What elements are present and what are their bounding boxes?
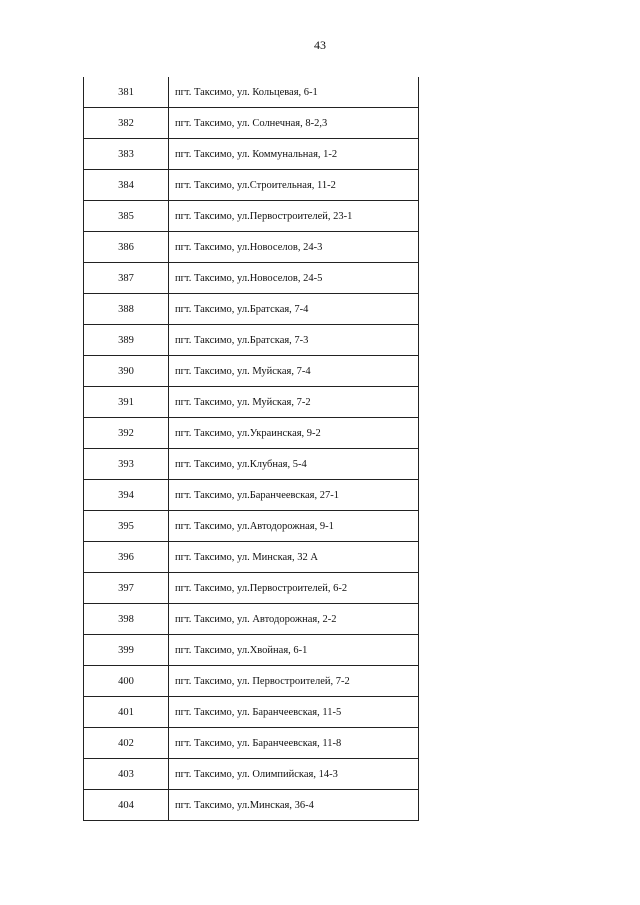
row-number: 383 xyxy=(84,139,169,170)
row-address: пгт. Таксимо, ул. Коммунальная, 1-2 xyxy=(169,139,419,170)
table-row xyxy=(84,666,419,697)
row-number: 399 xyxy=(84,635,169,666)
table-row xyxy=(84,170,419,201)
table-row xyxy=(84,232,419,263)
row-address: пгт. Таксимо, ул. Баранчеевская, 11-5 xyxy=(169,697,419,728)
row-address: пгт. Таксимо, ул. Муйская, 7-2 xyxy=(169,387,419,418)
table-row xyxy=(84,449,419,480)
table-row xyxy=(84,108,419,139)
table-row xyxy=(84,387,419,418)
row-number: 386 xyxy=(84,232,169,263)
address-table-body xyxy=(84,77,419,821)
row-address: пгт. Таксимо, ул.Строительная, 11-2 xyxy=(169,170,419,201)
row-number: 391 xyxy=(84,387,169,418)
row-address: пгт. Таксимо, ул.Первостроителей, 23-1 xyxy=(169,201,419,232)
table-row xyxy=(84,201,419,232)
table-row xyxy=(84,635,419,666)
row-address: пгт. Таксимо, ул.Минская, 36-4 xyxy=(169,790,419,821)
row-number: 402 xyxy=(84,728,169,759)
row-number: 401 xyxy=(84,697,169,728)
row-address: пгт. Таксимо, ул. Баранчеевская, 11-8 xyxy=(169,728,419,759)
table-row xyxy=(84,790,419,821)
table-row xyxy=(84,573,419,604)
table-row xyxy=(84,759,419,790)
row-number: 396 xyxy=(84,542,169,573)
table-row xyxy=(84,263,419,294)
row-number: 395 xyxy=(84,511,169,542)
row-number: 390 xyxy=(84,356,169,387)
row-number: 393 xyxy=(84,449,169,480)
row-address: пгт. Таксимо, ул.Первостроителей, 6-2 xyxy=(169,573,419,604)
row-address: пгт. Таксимо, ул.Новоселов, 24-5 xyxy=(169,263,419,294)
row-number: 381 xyxy=(84,77,169,108)
row-number: 389 xyxy=(84,325,169,356)
row-address: пгт. Таксимо, ул.Братская, 7-4 xyxy=(169,294,419,325)
table-row xyxy=(84,542,419,573)
row-number: 397 xyxy=(84,573,169,604)
table-row xyxy=(84,728,419,759)
row-address: пгт. Таксимо, ул. Кольцевая, 6-1 xyxy=(169,77,419,108)
row-number: 394 xyxy=(84,480,169,511)
table-row xyxy=(84,77,419,108)
table-row xyxy=(84,480,419,511)
table-row xyxy=(84,139,419,170)
table-row xyxy=(84,325,419,356)
row-address: пгт. Таксимо, ул. Первостроителей, 7-2 xyxy=(169,666,419,697)
row-address: пгт. Таксимо, ул. Муйская, 7-4 xyxy=(169,356,419,387)
table-row xyxy=(84,697,419,728)
table-row xyxy=(84,294,419,325)
address-table xyxy=(83,77,419,821)
row-address: пгт. Таксимо, ул.Баранчеевская, 27-1 xyxy=(169,480,419,511)
row-number: 398 xyxy=(84,604,169,635)
table-row xyxy=(84,356,419,387)
row-number: 385 xyxy=(84,201,169,232)
row-address: пгт. Таксимо, ул. Минская, 32 А xyxy=(169,542,419,573)
row-number: 400 xyxy=(84,666,169,697)
page-number: 43 xyxy=(314,38,326,52)
row-address: пгт. Таксимо, ул.Новоселов, 24-3 xyxy=(169,232,419,263)
row-number: 387 xyxy=(84,263,169,294)
row-address: пгт. Таксимо, ул.Украинская, 9-2 xyxy=(169,418,419,449)
table-row xyxy=(84,604,419,635)
row-address: пгт. Таксимо, ул. Олимпийская, 14-3 xyxy=(169,759,419,790)
row-address: пгт. Таксимо, ул.Братская, 7-3 xyxy=(169,325,419,356)
row-address: пгт. Таксимо, ул. Солнечная, 8-2,3 xyxy=(169,108,419,139)
row-number: 392 xyxy=(84,418,169,449)
row-address: пгт. Таксимо, ул. Автодорожная, 2-2 xyxy=(169,604,419,635)
row-number: 382 xyxy=(84,108,169,139)
table-row xyxy=(84,511,419,542)
row-address: пгт. Таксимо, ул.Хвойная, 6-1 xyxy=(169,635,419,666)
row-number: 384 xyxy=(84,170,169,201)
row-address: пгт. Таксимо, ул.Автодорожная, 9-1 xyxy=(169,511,419,542)
row-number: 388 xyxy=(84,294,169,325)
row-address: пгт. Таксимо, ул.Клубная, 5-4 xyxy=(169,449,419,480)
row-number: 403 xyxy=(84,759,169,790)
table-row xyxy=(84,418,419,449)
row-number: 404 xyxy=(84,790,169,821)
